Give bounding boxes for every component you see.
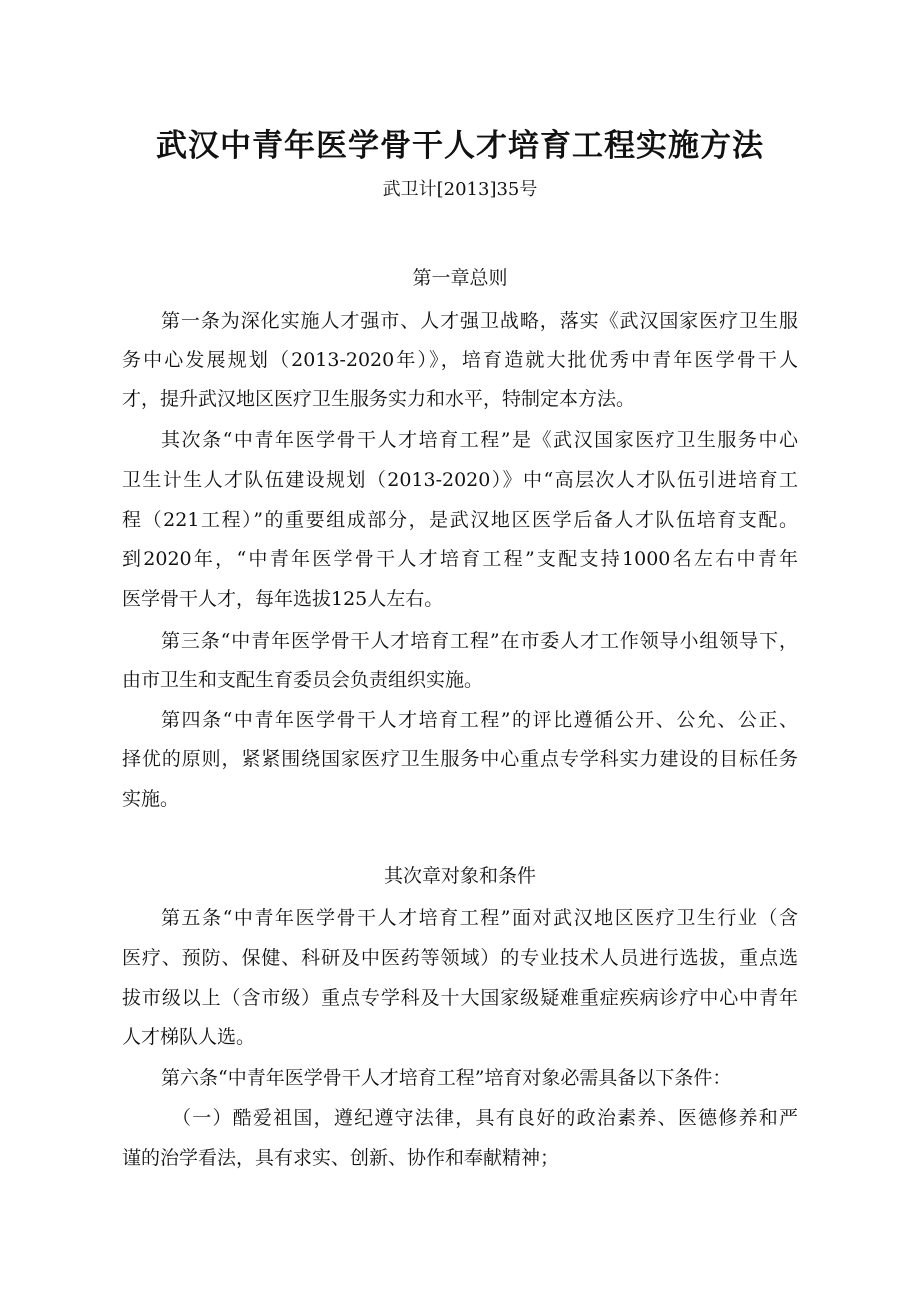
- paragraph-line: 医学骨干人才，每年选拔125人左右。: [122, 588, 444, 610]
- paragraph-line: 务中心发展规划（2013-2020年）》，培育造就大批优秀中青年医学骨干人: [122, 349, 798, 371]
- paragraph-line: 实施。: [122, 788, 180, 810]
- paragraph-line: 第五条“中青年医学骨干人才培育工程”面对武汉地区医疗卫生行业（含: [161, 907, 798, 929]
- paragraph-line: 人才梯队人选。: [122, 1026, 256, 1048]
- document-title: 武汉中青年医学骨干人才培育工程实施方法: [156, 128, 764, 164]
- paragraph-line: 谨的治学看法，具有求实、创新、协作和奉献精神；: [122, 1147, 560, 1169]
- paragraph-line: 卫生计生人才队伍建设规划（2013-2020）》中“高层次人才队伍引进培育工: [122, 469, 798, 491]
- paragraph-line: 医疗、预防、保健、科研及中医药等领域）的专业技术人员进行选拔，重点选: [122, 947, 798, 969]
- paragraph-line: 第一条为深化实施人才强市、人才强卫战略，落实《武汉国家医疗卫生服: [161, 310, 798, 332]
- chapter-heading: 第一章总则: [412, 267, 508, 289]
- paragraph-line: （一）酷爱祖国，遵纪遵守法律，具有良好的政治素养、医德修养和严: [172, 1107, 798, 1129]
- paragraph-line: 程（221工程）”的重要组成部分，是武汉地区医学后备人才队伍培育支配。: [122, 509, 798, 531]
- paragraph-line: 到2020年，“中青年医学骨干人才培育工程”支配支持1000名左右中青年: [122, 548, 798, 570]
- chapter-heading: 其次章对象和条件: [383, 865, 536, 887]
- paragraph-line: 择优的原则，紧紧围绕国家医疗卫生服务中心重点专学科实力建设的目标任务: [122, 748, 798, 770]
- paragraph-line: 第四条“中青年医学骨干人才培育工程”的评比遵循公开、公允、公正、: [161, 709, 798, 731]
- paragraph-line: 拔市级以上（含市级）重点专学科及十大国家级疑难重症疾病诊疗中心中青年: [122, 987, 798, 1009]
- paragraph-line: 才，提升武汉地区医疗卫生服务实力和水平，特制定本方法。: [122, 388, 636, 410]
- paragraph-line: 其次条“中青年医学骨干人才培育工程”是《武汉国家医疗卫生服务中心: [161, 429, 798, 451]
- document-number: 武卫计[2013]35号: [382, 179, 538, 200]
- paragraph-line: 第六条“中青年医学骨干人才培育工程”培育对象必需具备以下条件：: [161, 1067, 732, 1089]
- paragraph-line: 由市卫生和支配生育委员会负责组织实施。: [122, 669, 484, 691]
- paragraph-line: 第三条“中青年医学骨干人才培育工程”在市委人才工作领导小组领导下，: [161, 630, 798, 652]
